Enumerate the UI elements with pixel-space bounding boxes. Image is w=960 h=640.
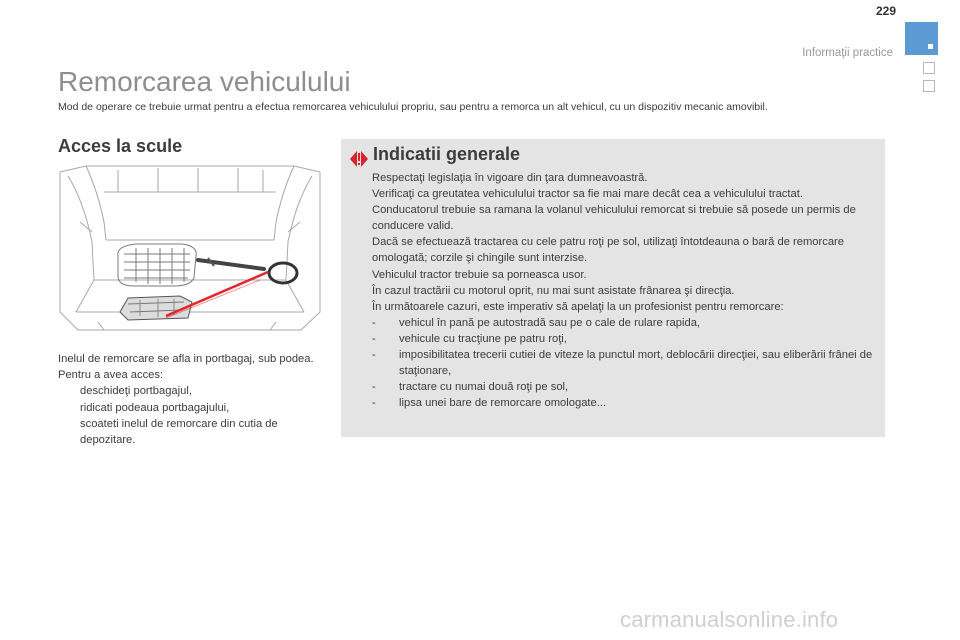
- indication-paragraph: Respectaţi legislaţia în vigoare din ţara dumneavoastră.: [372, 172, 648, 184]
- dash-marker: -: [372, 332, 376, 345]
- access-tools-heading: Acces la scule: [58, 136, 183, 156]
- page-number: 229: [875, 4, 896, 18]
- case-list-item: [372, 379, 877, 395]
- access-step-text: ridicati podeaua portbagajului,: [80, 401, 230, 414]
- indication-paragraph: Vehiculul tractor trebuie sa porneasca usor.: [372, 268, 587, 281]
- case-text: tractare cu numai două roţi pe sol,: [399, 381, 569, 394]
- chapter-tab-marker: [928, 44, 933, 49]
- section-label: Informaţii practice: [802, 47, 893, 59]
- chapter-tab-box: [923, 62, 935, 74]
- trunk-illustration: [58, 162, 321, 342]
- indication-paragraph: În următoarele cazuri, este imperativ să apelaţi la un profesionist pentru remorcare:: [372, 300, 784, 313]
- access-step-text: deschideţi portbagajul,: [80, 385, 192, 398]
- dash-marker: -: [372, 381, 376, 394]
- access-step: [58, 416, 323, 448]
- case-text: vehicule cu tracţiune pe patru roţi,: [399, 332, 567, 345]
- indication-paragraph: În cazul tractării cu motorul oprit, nu mai sunt asistate frânarea şi direcţia.: [372, 284, 735, 297]
- dash-marker: -: [372, 316, 376, 329]
- access-step: [58, 400, 323, 416]
- indication-paragraph: Conducatorul trebuie sa ramana la volanul vehiculului remorcat si trebuie să posede un permis de conducere valid.: [372, 204, 856, 233]
- page-subtitle: Mod de operare ce trebuie urmat pentru a efectua remorcarea vehiculului propriu, sau pentru a remorca un alt vehicul, cu un dispozitiv mecanic amovibil.: [58, 101, 768, 113]
- dash-marker: -: [372, 397, 376, 410]
- warning-icon: [349, 150, 369, 168]
- case-list-item: [372, 315, 877, 331]
- chapter-tab-box: [923, 80, 935, 92]
- case-list-item: [372, 395, 877, 411]
- general-indications-heading: Indicatii generale: [373, 144, 521, 164]
- access-intro: Pentru a avea acces:: [58, 369, 164, 382]
- indication-paragraph: Verificaţi ca greutatea vehiculului tractor sa fie mai mare decât cea a vehiculului tractat.: [372, 188, 803, 201]
- general-indications-text: [372, 170, 877, 411]
- indication-paragraph: Dacă se efectuează tractarea cu cele patru roţi pe sol, utilizaţi întotdeauna o bară de remorcare omologată; corzile şi chingile sunt interzise.: [372, 236, 845, 265]
- access-instructions: [58, 351, 323, 448]
- case-list-item: [372, 347, 877, 379]
- page-title: Remorcarea vehiculului: [58, 66, 351, 97]
- case-list-item: [372, 331, 877, 347]
- watermark: carmanualsonline.info: [620, 607, 839, 632]
- dash-marker: -: [372, 349, 376, 362]
- general-indications-panel: [341, 139, 885, 437]
- case-text: vehicul în pană pe autostradă sau pe o cale de rulare rapida,: [399, 316, 701, 329]
- case-text: imposibilitatea trecerii cutiei de viteze la punctul mort, deblocării direcţiei, sau eliberării frânei de staţionare,: [399, 349, 873, 378]
- access-step: [58, 383, 323, 399]
- chapter-tab-active: [905, 22, 938, 55]
- case-text: lipsa unei bare de remorcare omologate...: [399, 397, 607, 410]
- access-step-text: scoateti inelul de remorcare din cutia de depozitare.: [80, 417, 278, 447]
- access-paragraph: Inelul de remorcare se afla in portbagaj, sub podea.: [58, 353, 314, 365]
